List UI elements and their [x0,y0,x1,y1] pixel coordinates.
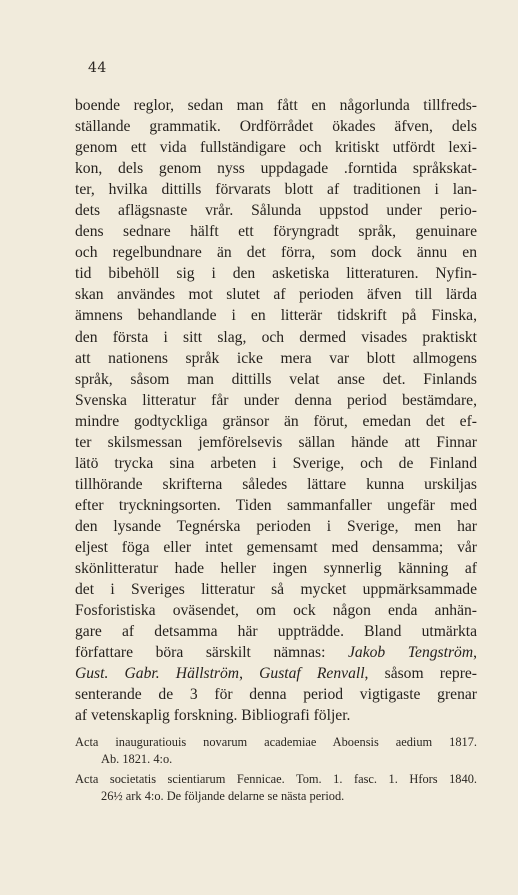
text-line [75,221,477,242]
text-line [75,474,477,495]
text-line [75,516,477,537]
text-segment: , [473,644,477,662]
text-line [75,684,477,705]
text-line [75,411,477,432]
text-line [75,579,477,600]
text-line [75,242,477,263]
bibliography-entry [75,734,477,767]
text-segment: , såsom repre- [364,665,478,683]
text-segment: genom ett vida fullständigare och kritiskt utfördt lexi- [75,139,477,157]
text-segment: ter skilsmessan jemförelsevis sällan hände att Finnar [75,433,477,451]
text-line [75,453,477,474]
text-segment: Svenska litteratur får under denna period bestämdare, [75,391,477,409]
text-line [75,137,477,158]
text-segment: skan användes mot slutet af perioden äfven till lärda [75,286,477,304]
bibliography-entry [75,771,477,804]
text-line [75,537,477,558]
text-segment: dets aflägsnaste vrår. Sålunda uppstod under perio- [75,202,477,220]
text-segment: och regelbundnare än det förra, som dock ännu en [75,244,477,262]
text-segment: språk, såsom man dittills velat anse det. Finlands [75,370,477,388]
text-segment: ställande grammatik. Ordförrådet ökades äfven, dels [75,118,477,136]
text-line [75,200,477,221]
page-number: 44 [88,60,107,76]
text-line [75,558,477,579]
text-segment: mindre godtyckliga gränsor än förut, emedan det ef- [75,412,477,430]
text-segment: ter, hvilka dittills förvarats blott af traditionen i lan- [75,181,477,199]
text-segment: gare af detsamma här uppträdde. Bland utmärkta [75,623,477,641]
body-paragraph [75,95,477,726]
bibliography-entry-details: Ab. 1821. 4:o. [101,751,173,766]
text-line [75,390,477,411]
text-line [75,600,477,621]
text-line [75,369,477,390]
text-segment: , [239,665,260,683]
text-segment: tillhörande skrifterna således lättare kunna urskiljas [75,475,477,493]
text-line [75,158,477,179]
text-segment: boende reglor, sedan man fått en någorlunda tillfreds- [75,97,477,114]
text-line [75,642,477,663]
text-line [75,663,477,684]
text-segment: ämnens behandlande i en litterär tidskrift på Finska, [75,307,477,325]
bibliography-entry-details: 26½ ark 4:o. De följande delarne se nästa period. [101,788,345,803]
text-segment: senterande de 3 för denna period vigtigaste grenar [75,686,477,704]
text-line [75,432,477,453]
text-line [75,495,477,516]
author-name: Gustaf Renvall [259,665,365,683]
text-segment: det i Sveriges litteratur så mycket uppmärksammade [75,581,477,599]
text-segment: skönlitteratur hade heller ingen synnerlig känning af [75,560,477,578]
bibliography [75,734,477,808]
text-line [75,263,477,284]
text-segment: efter tryckningsorten. Tiden sammanfaller ungefär med [75,496,477,514]
text-segment: af vetenskaplig forskning. Bibliografi följer. [75,707,351,725]
author-name: Gust. Gabr. Hällström [75,665,240,683]
text-line [75,179,477,200]
author-name: Jakob Tengström [348,644,474,662]
text-line [75,116,477,137]
text-line [75,327,477,348]
text-segment: den lysande Tegnérska perioden i Sverige, men har [75,517,477,535]
text-segment: eljest föga eller intet gemensamt med densamma; vår [75,538,477,556]
text-line [75,348,477,369]
bibliography-entry-title: Acta inauguratiouis novarum academiae Aboensis aedium 1817. [75,735,477,749]
text-segment: att nationens språk icke mera var blott allmogens [75,349,477,367]
bibliography-entry-title: Acta societatis scientiarum Fennicae. Tom. 1. fasc. 1. Hfors 1840. [75,772,477,786]
text-segment: tid bibehöll sig i den asketiska litteraturen. Nyfin- [75,265,477,283]
text-line [75,705,477,726]
text-line [75,95,477,116]
text-segment: kon, dels genom nyss uppdagade .forntida språkskat- [75,160,477,178]
text-segment: Fosforistiska oväsendet, om ock någon enda anhän- [75,602,477,620]
text-segment: författare böra särskilt nämnas: [75,644,348,662]
text-segment: dens sednare hälft ett föryngradt språk, genuinare [75,223,477,241]
text-line [75,284,477,305]
text-segment: den första i sitt slag, och dermed visades praktiskt [75,328,477,346]
text-segment: lätö trycka sina arbeten i Sverige, och de Finland [75,454,477,472]
text-line [75,305,477,326]
text-line [75,621,477,642]
